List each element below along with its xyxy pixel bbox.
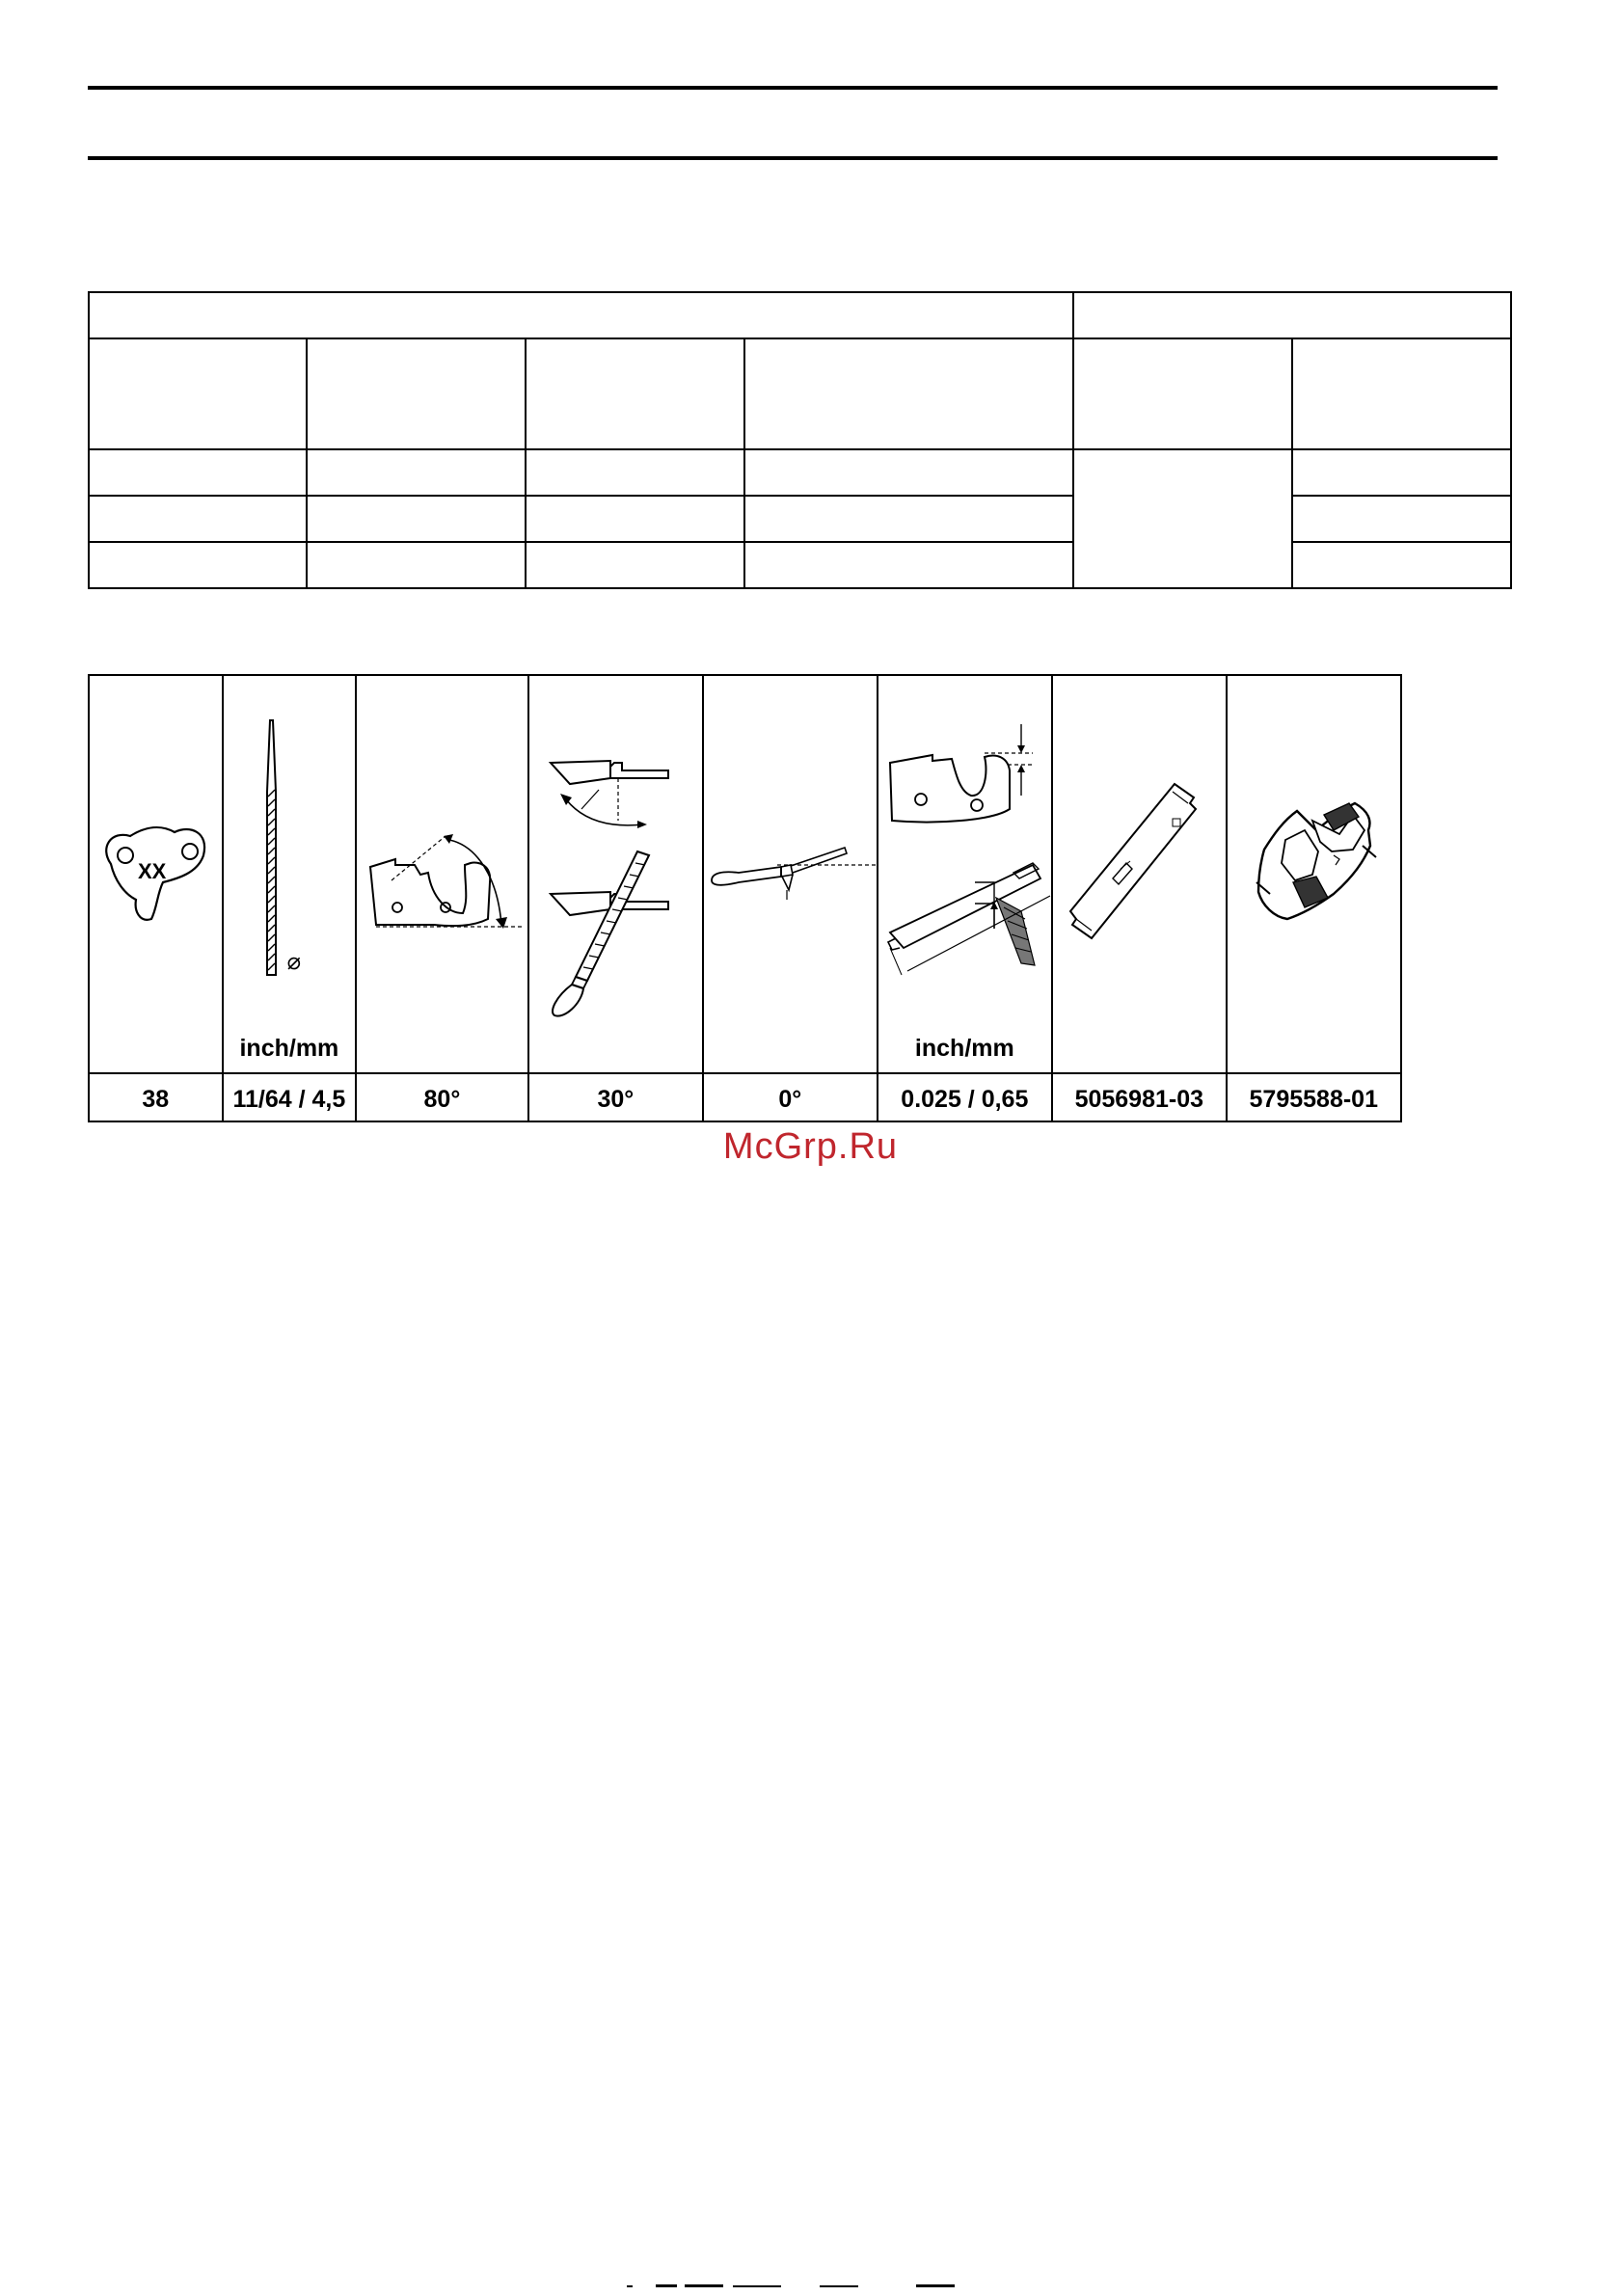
column-file-holder-angle <box>704 676 878 1121</box>
spec-cell <box>526 496 744 542</box>
file-holder-angle-value: 0° <box>704 1072 876 1124</box>
spec-header-cell <box>744 338 1073 449</box>
cutter-angle-icon <box>357 676 527 1072</box>
spec-cell <box>1292 449 1511 496</box>
spec-cell <box>526 542 744 588</box>
file-holder-icon <box>704 676 877 1072</box>
file-angle-icon <box>529 676 703 1072</box>
spec-cell <box>89 449 307 496</box>
chain-link-label: XX <box>138 859 167 883</box>
spec-group-cell <box>1073 292 1511 338</box>
print-marks <box>627 2283 993 2289</box>
spec-table-header-row <box>89 338 1511 449</box>
spec-cell <box>307 496 526 542</box>
chain-type-value: 38 <box>90 1072 222 1124</box>
spec-header-cell <box>1292 338 1511 449</box>
column-depth-gauge <box>878 676 1053 1121</box>
spec-group-cell <box>89 292 1073 338</box>
spec-table <box>88 291 1512 589</box>
unit-label: inch/mm <box>914 1035 1014 1062</box>
top-plate-angle-value: 80° <box>357 1072 527 1124</box>
filing-angle-value: 30° <box>529 1072 702 1124</box>
round-file-icon <box>224 676 356 1072</box>
spec-header-cell <box>526 338 744 449</box>
column-chain-type <box>90 676 224 1121</box>
spec-cell <box>526 449 744 496</box>
spec-cell <box>744 449 1073 496</box>
spec-header-cell <box>1073 338 1292 449</box>
diameter-symbol: ⌀ <box>286 949 302 975</box>
header-rule-top <box>88 86 1498 90</box>
file-diameter-value: 11/64 / 4,5 <box>224 1072 356 1124</box>
spec-cell <box>89 542 307 588</box>
column-top-plate-angle <box>357 676 528 1121</box>
depth-gauge-tool-part-number: 5056981-03 <box>1053 1072 1225 1124</box>
spec-cell <box>1292 542 1511 588</box>
file-guide-part-number: 5795588-01 <box>1228 1072 1400 1124</box>
gauge-plate-icon <box>1053 676 1226 1072</box>
spec-cell <box>744 542 1073 588</box>
column-file-guide <box>1228 676 1400 1121</box>
spec-table-row <box>89 449 1511 496</box>
spec-cell <box>307 449 526 496</box>
spec-cell <box>744 496 1073 542</box>
depth-gauge-icon <box>878 676 1052 1072</box>
spec-table-group-header <box>89 292 1511 338</box>
unit-label: inch/mm <box>239 1035 339 1062</box>
spec-merged-cell <box>1073 449 1292 588</box>
column-file-diameter <box>224 676 358 1121</box>
spec-table-row <box>89 542 1511 588</box>
spec-table-row <box>89 496 1511 542</box>
spec-cell <box>1292 496 1511 542</box>
column-depth-gauge-tool <box>1053 676 1227 1121</box>
watermark: McGrp.Ru <box>722 1126 899 1167</box>
depth-gauge-value: 0.025 / 0,65 <box>878 1072 1051 1124</box>
spec-cell <box>89 496 307 542</box>
file-guide-icon <box>1228 676 1399 1072</box>
spec-header-cell <box>307 338 526 449</box>
spec-header-cell <box>89 338 307 449</box>
column-filing-angle <box>529 676 704 1121</box>
header-rule-bottom <box>88 156 1498 160</box>
spec-cell <box>307 542 526 588</box>
sharpening-table <box>88 674 1402 1122</box>
